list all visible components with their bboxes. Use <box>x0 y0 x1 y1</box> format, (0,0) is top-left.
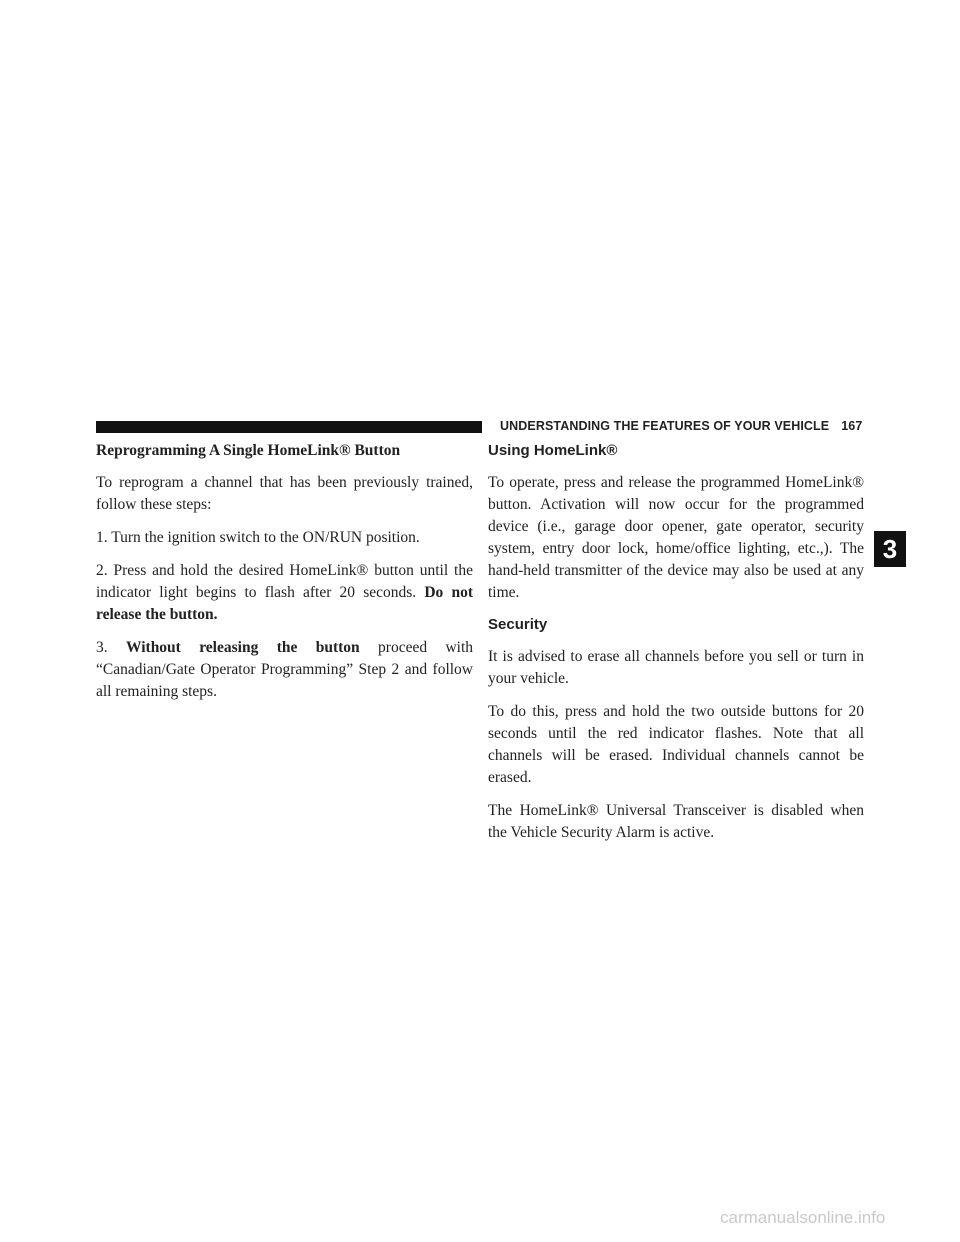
step-2-text: 2. Press and hold the desired HomeLink® button until the indicator light begins to flash after 20 seconds. <box>96 562 473 601</box>
step-2 <box>96 560 473 626</box>
using-homelink-heading: Using HomeLink® <box>488 442 618 459</box>
page-number: 167 <box>841 419 863 433</box>
section-title: UNDERSTANDING THE FEATURES OF YOUR VEHICLE <box>500 419 830 433</box>
security-paragraph-3: The HomeLink® Universal Transceiver is disabled when the Vehicle Security Alarm is active. <box>488 802 864 841</box>
step-3 <box>96 637 473 703</box>
reprogramming-heading: Reprogramming A Single HomeLink® Button <box>96 442 401 459</box>
using-homelink-paragraph: To operate, press and release the programmed HomeLink® button. Activation will now occur for the programmed device (i.e., garage door opener, gate operator, security system, entry door lock, home/office lighting, etc.,). The hand-held transmitter of the device may also be used at any time. <box>488 474 864 601</box>
reprogramming-intro: To reprogram a channel that has been previously trained, follow these steps: <box>96 474 473 513</box>
step-3-prefix: 3. <box>96 639 108 656</box>
chapter-tab: 3 <box>874 531 906 567</box>
running-header <box>500 419 862 433</box>
left-column <box>96 441 473 714</box>
step-2-bold: Do not release the button. <box>96 584 473 623</box>
security-paragraph-2: To do this, press and hold the two outside buttons for 20 seconds until the red indicator flashes. Note that all channels will be erased. Individual channels cannot be erased. <box>488 703 864 786</box>
header-rule-bar <box>96 421 482 433</box>
watermark: carmanualsonline.info <box>720 1208 886 1227</box>
step-3-bold: Without releasing the button <box>126 639 360 656</box>
step-1: 1. Turn the ignition switch to the ON/RUN position. <box>96 529 420 546</box>
right-column <box>488 441 864 855</box>
security-heading: Security <box>488 616 548 633</box>
step-3-text: proceed with “Canadian/Gate Operator Programming” Step 2 and follow all remaining steps. <box>96 639 474 700</box>
security-paragraph-1: It is advised to erase all channels before you sell or turn in your vehicle. <box>488 648 864 687</box>
